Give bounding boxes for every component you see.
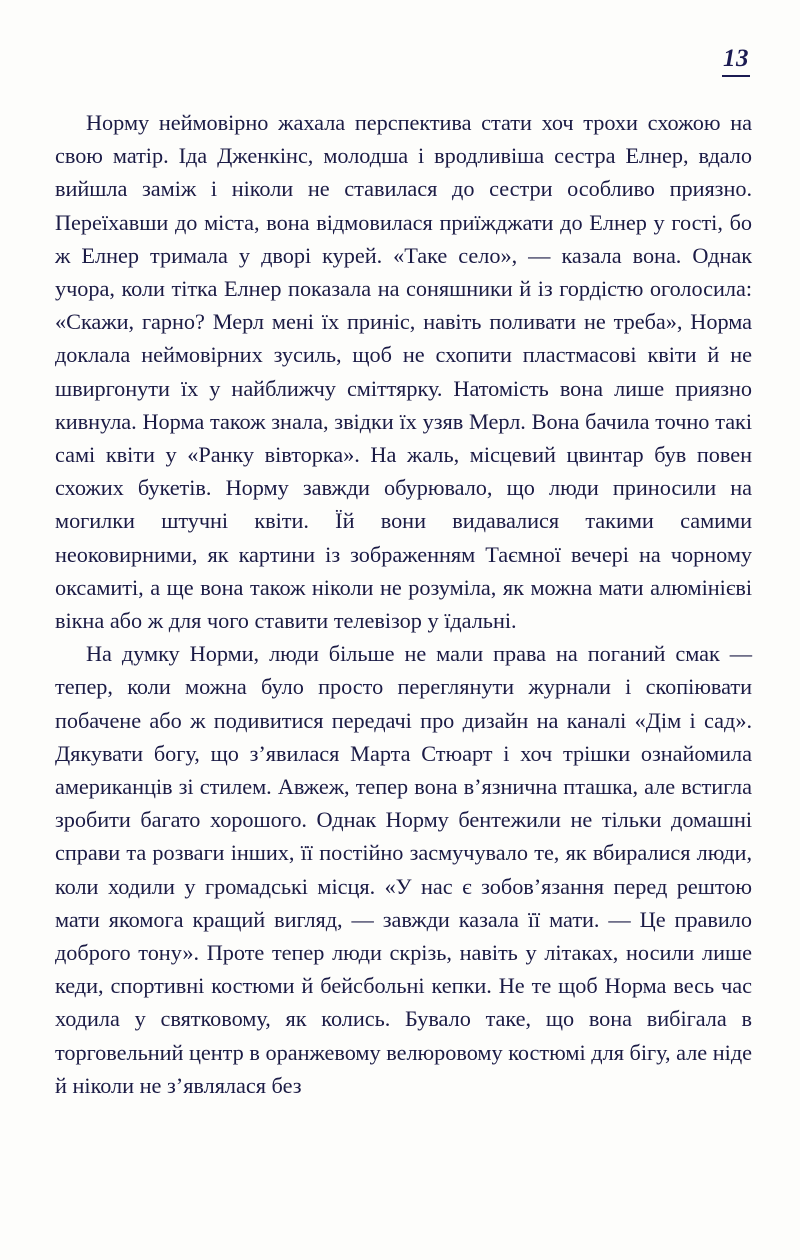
page-number: 13: [722, 44, 750, 77]
body-paragraph: На думку Норми, люди більше не мали права на поганий смак — тепер, коли можна було просто переглянути журнали і скопіювати побачене або ж подивитися передачі про дизайн на каналі «Дім і сад». Дякувати богу, що з’явилася Марта Стюарт і хоч трішки ознайомила американців зі стилем. Авжеж, тепер вона в’язнична пташка, але встигла зробити багато хорошого. Однак Норму бентежили не тільки домашні справи та розваги інших, її постійно засмучувало те, як вбиралися люди, коли ходили у громадські місця. «У нас є зобов’язання перед рештою мати якомога кращий вигляд, — завжди казала її мати. — Це правило доброго тону». Проте тепер люди скрізь, навіть у літаках, носили лише кеди, спортивні костюми й бейсбольні кепки. Не те щоб Норма весь час ходила у святковому, як колись. Бувало таке, що вона вибігала в торговельний центр в оранжевому велюровому костюмі для бігу, але ніде й ніколи не з’являлася без: [55, 641, 752, 1098]
page-body-text: [55, 106, 752, 1102]
page-header: [55, 44, 750, 78]
body-paragraph: Норму неймовірно жахала перспектива стати хоч трохи схожою на свою матір. Іда Дженкінс, молодша і вродливіша сестра Елнер, вдало вийшла заміж і ніколи не ставилася до сестри особливо приязно. Переїхавши до міста, вона відмовилася приїжджати до Елнер у гості, бо ж Елнер тримала у дворі курей. «Таке село», — казала вона. Однак учора, коли тітка Елнер показала на соняшники й із гордістю оголосила: «Скажи, гарно? Мерл мені їх приніс, навіть поливати не треба», Норма доклала неймовірних зусиль, щоб не схопити пластмасові квіти й не швиргонути їх у найближчу сміттярку. Натомість вона лише приязно кивнула. Норма також знала, звідки їх узяв Мерл. Вона бачила точно такі самі квіти у «Ранку вівторка». На жаль, місцевий цвинтар був повен схожих букетів. Норму завжди обурювало, що люди приносили на могилки штучні квіти. Їй вони видавалися такими самими неоковирними, як картини із зображенням Таємної вечері на чорному оксамиті, а ще вона також ніколи не розуміла, як можна мати алюмінієві вікна або ж для чого ставити телевізор у їдальні.: [55, 110, 752, 634]
